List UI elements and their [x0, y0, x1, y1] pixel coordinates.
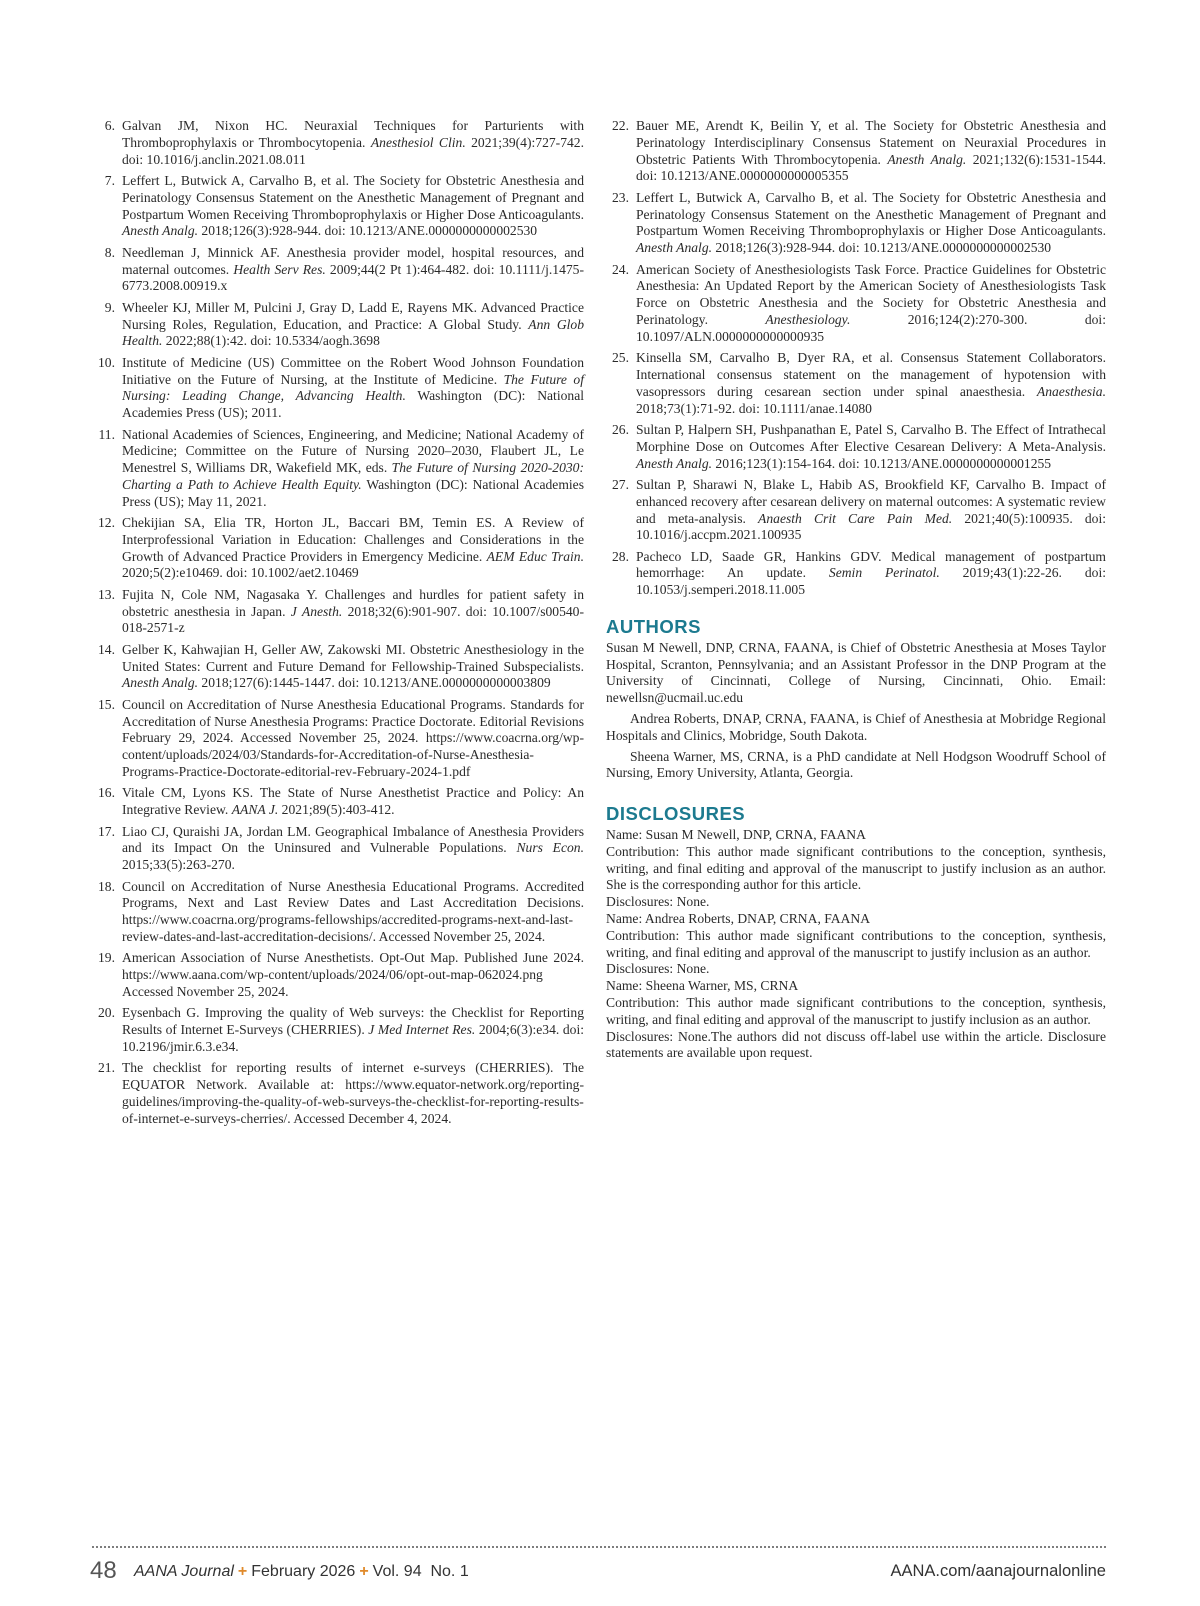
reference-item — [606, 549, 1106, 599]
reference-text — [122, 118, 584, 168]
reference-number: 16. — [98, 785, 115, 801]
reference-segment: Pacheco LD, Saade GR, Hankins GDV. Medical management of postpartum hemorrhage: An update. — [636, 548, 1106, 581]
reference-segment: 2009;44(2 Pt 1):464-482. doi: 10.1111/j.1475-6773.2008.00919.x — [122, 261, 584, 294]
reference-item — [606, 350, 1106, 417]
issue-date: February 2026 — [251, 1563, 356, 1580]
reference-item — [92, 1060, 584, 1127]
journal-title: J Med Internet Res. — [368, 1022, 476, 1038]
journal-title: J Anesth. — [290, 603, 343, 619]
journal-title: AANA J. — [231, 802, 279, 818]
journal-title: Anesth Analg. — [122, 675, 199, 691]
reference-number: 6. — [104, 118, 115, 133]
reference-segment: Chekijian SA, Elia TR, Horton JL, Baccari BM, Temin ES. A Review of Interprofessional Variation in Education: Challenges and Considerations in the Growth of Advanced Practice Providers in Emergency Medicine. — [122, 515, 584, 564]
reference-text — [636, 118, 1106, 185]
reference-segment: 2022;88(1):42. doi: 10.5334/aogh.3698 — [162, 333, 380, 349]
journal-title: Anesthesiology. — [765, 311, 851, 327]
reference-item — [92, 642, 584, 692]
reference-segment: 2015;33(5):263-270. — [122, 857, 235, 873]
reference-text — [122, 427, 584, 511]
reference-segment: 2018;73(1):71-92. doi: 10.1111/anae.14080 — [636, 400, 872, 416]
reference-segment: 2021;132(6):1531-1544. doi: 10.1213/ANE.0000000000005355 — [636, 151, 1106, 184]
author-bio-1: Susan M Newell, DNP, CRNA, FAANA, is Chief of Obstetric Anesthesia at Moses Taylor Hospital, Scranton, Pennsylvania; and an Assistant Professor in the DNP Program at the University of Cincinnati, College of Nursing, Cincinnati, Ohio. Email: newellsn@ucmail.uc.edu — [606, 639, 1106, 706]
reference-segment: 2021;89(5):403-412. — [278, 802, 395, 818]
reference-number: 13. — [98, 586, 115, 602]
reference-segment: 2019;43(1):22-26. doi: 10.1053/j.semperi.2018.11.005 — [636, 565, 1107, 598]
reference-item — [92, 173, 584, 240]
reference-segment: Fujita N, Cole NM, Nagasaka Y. Challenges and hurdles for patient safety in obstetric anesthesia in Japan. — [122, 586, 584, 619]
reference-item — [92, 1005, 584, 1055]
reference-segment: 2018;127(6):1445-1447. doi: 10.1213/ANE.0000000000003809 — [198, 675, 551, 691]
disclosure-line: Contribution: This author made significant contributions to the conception, synthesis, writing, and final editing and approval of the manuscript to justify inclusion as an author. — [606, 927, 1106, 960]
reference-segment: National Academies of Sciences, Engineering, and Medicine; National Academy of Medicine; Committee on the Future of Nursing 2020–2030, Flaubert JL, Le Menestrel S, Williams DR, Wakefield MK, eds. — [122, 426, 584, 476]
reference-text — [122, 587, 584, 637]
reference-text — [122, 245, 584, 295]
journal-title: Anaesth Crit Care Pain Med. — [758, 510, 953, 526]
reference-item — [92, 118, 584, 168]
footer-divider — [92, 1546, 1106, 1548]
references-right-list — [606, 118, 1106, 599]
reference-segment: Washington (DC): National Academies Press (US); May 11, 2021. — [122, 476, 584, 509]
plus-separator-icon: + — [359, 1563, 369, 1580]
reference-segment: Council on Accreditation of Nurse Anesthesia Educational Programs. Accredited Programs, Next and Last Review Dates and Last Accreditation Decisions. https://www.coacrna.org/programs-fellowships/accredited-programs-next-and-last-review-dates-and-last-accreditation-decisions/. Accessed November 25, 2024. — [122, 878, 584, 944]
reference-number: 26. — [612, 421, 629, 437]
reference-segment: 2004;6(3):e34. doi: 10.2196/jmir.6.3.e34. — [122, 1022, 584, 1054]
authors-section — [606, 640, 1106, 782]
journal-title: Semin Perinatol. — [828, 565, 940, 581]
reference-item — [92, 587, 584, 637]
reference-text — [122, 642, 584, 692]
reference-text — [122, 515, 584, 582]
reference-segment: Wheeler KJ, Miller M, Pulcini J, Gray D, Ladd E, Rayens MK. Advanced Practice Nursing Roles, Regulation, Education, and Practice: A Global Study. — [122, 299, 584, 332]
right-column — [606, 118, 1106, 1062]
reference-item — [92, 355, 584, 422]
reference-segment: Washington (DC): National Academies Press (US); 2011. — [122, 388, 585, 421]
reference-text — [122, 950, 584, 1000]
reference-segment: Council on Accreditation of Nurse Anesthesia Educational Programs. Standards for Accreditation of Nurse Anesthesia Programs: Practice Doctorate. Editorial Revisions February 29, 2024. Accessed November 25, 2024. https://www.coacrna.org/wp-content/uploads/2024/03/Standards-for-Accreditation-of-Nurse-Anesthesia-Programs-Practice-Doctorate-editorial-rev-February-2024-1.pdf — [122, 696, 584, 780]
reference-segment: 2016;123(1):154-164. doi: 10.1213/ANE.0000000000001255 — [712, 455, 1052, 471]
disclosure-line: Disclosures: None.The authors did not discuss off-label use within the article. Disclosure statements are available upon request. — [606, 1028, 1106, 1061]
reference-segment: Vitale CM, Lyons KS. The State of Nurse Anesthetist Practice and Policy: An Integrative Review. — [122, 785, 584, 818]
reference-text — [636, 422, 1106, 472]
reference-segment: Kinsella SM, Carvalho B, Dyer RA, et al. Consensus Statement Collaborators. International consensus statement on the management of hypotension with vasopressors during cesarean section under spinal anaesthesia. — [636, 350, 1106, 399]
reference-segment: Leffert L, Butwick A, Carvalho B, et al. The Society for Obstetric Anesthesia and Perinatology Consensus Statement on the Anesthetic Management of Pregnant and Postpartum Women Receiving Thromboprophylaxis or Higher Dose Anticoagulants. — [122, 172, 584, 222]
disclosures-section — [606, 827, 1106, 1062]
reference-text — [122, 173, 584, 240]
page-footer — [90, 1557, 1106, 1587]
disclosure-line: Name: Susan M Newell, DNP, CRNA, FAANA — [606, 827, 866, 843]
reference-number: 9. — [104, 299, 115, 315]
reference-number: 24. — [612, 261, 629, 277]
author-bio-3: Sheena Warner, MS, CRNA, is a PhD candidate at Nell Hodgson Woodruff School of Nursing, Emory University, Atlanta, Georgia. — [606, 748, 1106, 781]
reference-text — [636, 549, 1106, 599]
reference-segment: 2021;39(4):727-742. doi: 10.1016/j.anclin.2021.08.011 — [122, 134, 584, 167]
reference-segment: Needleman J, Minnick AF. Anesthesia provider model, hospital resources, and maternal outcomes. — [122, 244, 584, 277]
reference-segment: American Association of Nurse Anesthetists. Opt-Out Map. Published June 2024. https://www.aana.com/wp-content/uploads/2024/06/opt-out-map-062024.png Accessed November 25, 2024. — [122, 950, 584, 999]
reference-segment: The checklist for reporting results of internet e-surveys (CHERRIES). The EQUATOR Network. Available at: https://www.equator-network.org/reporting-guidelines/improving-the-quality-of-web-surveys-the-checklist-for-reporting-results-of-internet-e-surveys-cherries/. Accessed December 4, 2024. — [122, 1060, 584, 1126]
reference-item — [606, 422, 1106, 472]
reference-number: 15. — [98, 696, 115, 712]
reference-item — [606, 190, 1106, 257]
reference-segment: Galvan JM, Nixon HC. Neuraxial Techniques for Parturients with Thromboprophylaxis or Thrombocytopenia. — [122, 118, 584, 150]
page-number: 48 — [90, 1557, 117, 1584]
reference-number: 10. — [98, 354, 115, 370]
disclosure-line: Name: Sheena Warner, MS, CRNA — [606, 978, 799, 994]
reference-number: 12. — [98, 515, 115, 531]
reference-number: 8. — [104, 244, 115, 260]
reference-text — [122, 1005, 584, 1055]
journal-title: Anesthesiol Clin. — [370, 134, 466, 150]
journal-title: The Future of Nursing: Leading Change, Advancing Health. — [122, 371, 584, 404]
reference-segment: 2018;126(3):928-944. doi: 10.1213/ANE.0000000000002530 — [198, 223, 538, 239]
reference-item — [92, 879, 584, 946]
reference-number: 20. — [98, 1005, 115, 1021]
reference-number: 14. — [98, 641, 115, 657]
reference-segment: Sultan P, Halpern SH, Pushpanathan E, Patel S, Carvalho B. The Effect of Intrathecal Morphine Dose on Outcomes After Elective Cesarean Delivery: A Meta-Analysis. — [636, 421, 1106, 454]
journal-title: Health Serv Res. — [233, 261, 326, 277]
reference-number: 17. — [98, 823, 115, 839]
journal-title: Anesth Analg. — [636, 240, 713, 256]
reference-item — [92, 785, 584, 819]
reference-text — [122, 697, 584, 781]
references-left-column — [92, 118, 584, 1132]
reference-item — [92, 824, 584, 874]
journal-info — [134, 1563, 469, 1581]
journal-title: Ann Glob Health. — [122, 316, 585, 349]
reference-segment: Sultan P, Sharawi N, Blake L, Habib AS, Brookfield KF, Carvalho B. Impact of enhanced recovery after cesarean delivery on maternal outcomes: A systematic review and meta-analysis. — [636, 476, 1106, 526]
reference-number: 11. — [98, 426, 115, 442]
reference-segment: Eysenbach G. Improving the quality of Web surveys: the Checklist for Reporting Results of Internet E-Surveys (CHERRIES). — [122, 1005, 584, 1038]
reference-item — [92, 515, 584, 582]
reference-text — [636, 477, 1106, 544]
journal-title: AEM Educ Train. — [486, 548, 584, 564]
author-bio-2: Andrea Roberts, DNAP, CRNA, FAANA, is Chief of Anesthesia at Mobridge Regional Hospitals and Clinics, Mobridge, South Dakota. — [606, 711, 1106, 743]
reference-segment: Bauer ME, Arendt K, Beilin Y, et al. The Society for Obstetric Anesthesia and Perinatology Interdisciplinary Consensus Statement on Neuraxial Procedures in Obstetric Patients With Thrombocytopenia. — [636, 118, 1106, 167]
reference-text — [122, 355, 584, 422]
reference-item — [92, 950, 584, 1000]
authors-heading: AUTHORS — [606, 616, 701, 638]
reference-text — [122, 300, 584, 350]
reference-number: 23. — [612, 189, 629, 205]
reference-segment: Leffert L, Butwick A, Carvalho B, et al. The Society for Obstetric Anesthesia and Perinatology Consensus Statement on the Anesthetic Management of Pregnant and Postpartum Women Receiving Thromboprophylaxis or Higher Dose Anticoagulants. — [636, 189, 1106, 239]
reference-number: 18. — [98, 878, 115, 894]
journal-title: Anaesthesia. — [1036, 383, 1106, 399]
reference-number: 19. — [98, 950, 115, 966]
reference-segment: 2018;126(3):928-944. doi: 10.1213/ANE.0000000000002530 — [712, 240, 1052, 256]
reference-segment: American Society of Anesthesiologists Task Force. Practice Guidelines for Obstetric Anesthesia: An Updated Report by the American Society of Anesthesiologists Task Force on Obstetric Anesthesia and the Society for Obstetric Anesthesia and Perinatology. — [636, 261, 1106, 327]
reference-text — [122, 785, 584, 819]
reference-segment: Liao CJ, Quraishi JA, Jordan LM. Geographical Imbalance of Anesthesia Providers and its Impact On the Uninsured and Vulnerable Populations. — [122, 823, 584, 856]
reference-segment: Gelber K, Kahwajian H, Geller AW, Zakowski MI. Obstetric Anesthesiology in the United States: Current and Future Demand for Fellowship-Trained Subspecialists. — [122, 641, 584, 674]
reference-item — [92, 697, 584, 781]
reference-number: 21. — [98, 1060, 115, 1076]
reference-segment: 2021;40(5):100935. doi: 10.1016/j.accpm.2021.100935 — [636, 510, 1107, 543]
reference-number: 25. — [612, 350, 629, 366]
reference-text — [122, 1060, 584, 1127]
reference-text — [122, 824, 584, 874]
disclosures-heading: DISCLOSURES — [606, 803, 746, 825]
reference-text — [122, 879, 584, 946]
disclosure-line: Disclosures: None. — [606, 894, 710, 910]
reference-segment: 2020;5(2):e10469. doi: 10.1002/aet2.10469 — [122, 565, 359, 581]
reference-number: 28. — [612, 548, 629, 564]
reference-item — [606, 262, 1106, 346]
journal-title: Anesth Analg. — [636, 455, 713, 471]
reference-segment: 2016;124(2):270-300. doi: 10.1097/ALN.0000000000000935 — [636, 311, 1106, 344]
reference-number: 22. — [612, 118, 629, 133]
reference-item — [606, 118, 1106, 185]
journal-title: Nurs Econ. — [516, 840, 585, 856]
issue-volume: Vol. 94 No. 1 — [372, 1563, 469, 1580]
reference-number: 27. — [612, 476, 629, 492]
reference-item — [92, 245, 584, 295]
disclosure-line: Disclosures: None. — [606, 961, 710, 977]
reference-text — [636, 262, 1106, 346]
reference-item — [606, 477, 1106, 544]
plus-separator-icon: + — [237, 1563, 248, 1580]
journal-website-link[interactable]: AANA.com/aanajournalonline — [890, 1562, 1106, 1580]
journal-title: The Future of Nursing 2020-2030: Charting a Path to Achieve Health Equity. — [122, 460, 584, 492]
reference-text — [636, 350, 1106, 417]
reference-number: 7. — [104, 172, 115, 188]
journal-title: Anesth Analg. — [887, 151, 967, 167]
reference-item — [92, 300, 584, 350]
disclosure-line: Contribution: This author made significant contributions to the conception, synthesis, writing, and final editing and approval of the manuscript to justify inclusion as an author. She is the corresponding author for this article. — [606, 843, 1106, 893]
reference-text — [636, 190, 1106, 257]
reference-segment: 2018;32(6):901-907. doi: 10.1007/s00540-018-2571-z — [122, 603, 584, 636]
journal-name: AANA Journal — [134, 1563, 234, 1580]
disclosure-line: Name: Andrea Roberts, DNAP, CRNA, FAANA — [606, 911, 871, 927]
reference-segment: Institute of Medicine (US) Committee on the Robert Wood Johnson Foundation Initiative on the Future of Nursing, at the Institute of Medicine. — [122, 354, 584, 387]
journal-title: Anesth Analg. — [122, 223, 199, 239]
disclosure-line: Contribution: This author made significant contributions to the conception, synthesis, writing, and final editing and approval of the manuscript to justify inclusion as an author. — [606, 995, 1106, 1027]
reference-item — [92, 427, 584, 511]
